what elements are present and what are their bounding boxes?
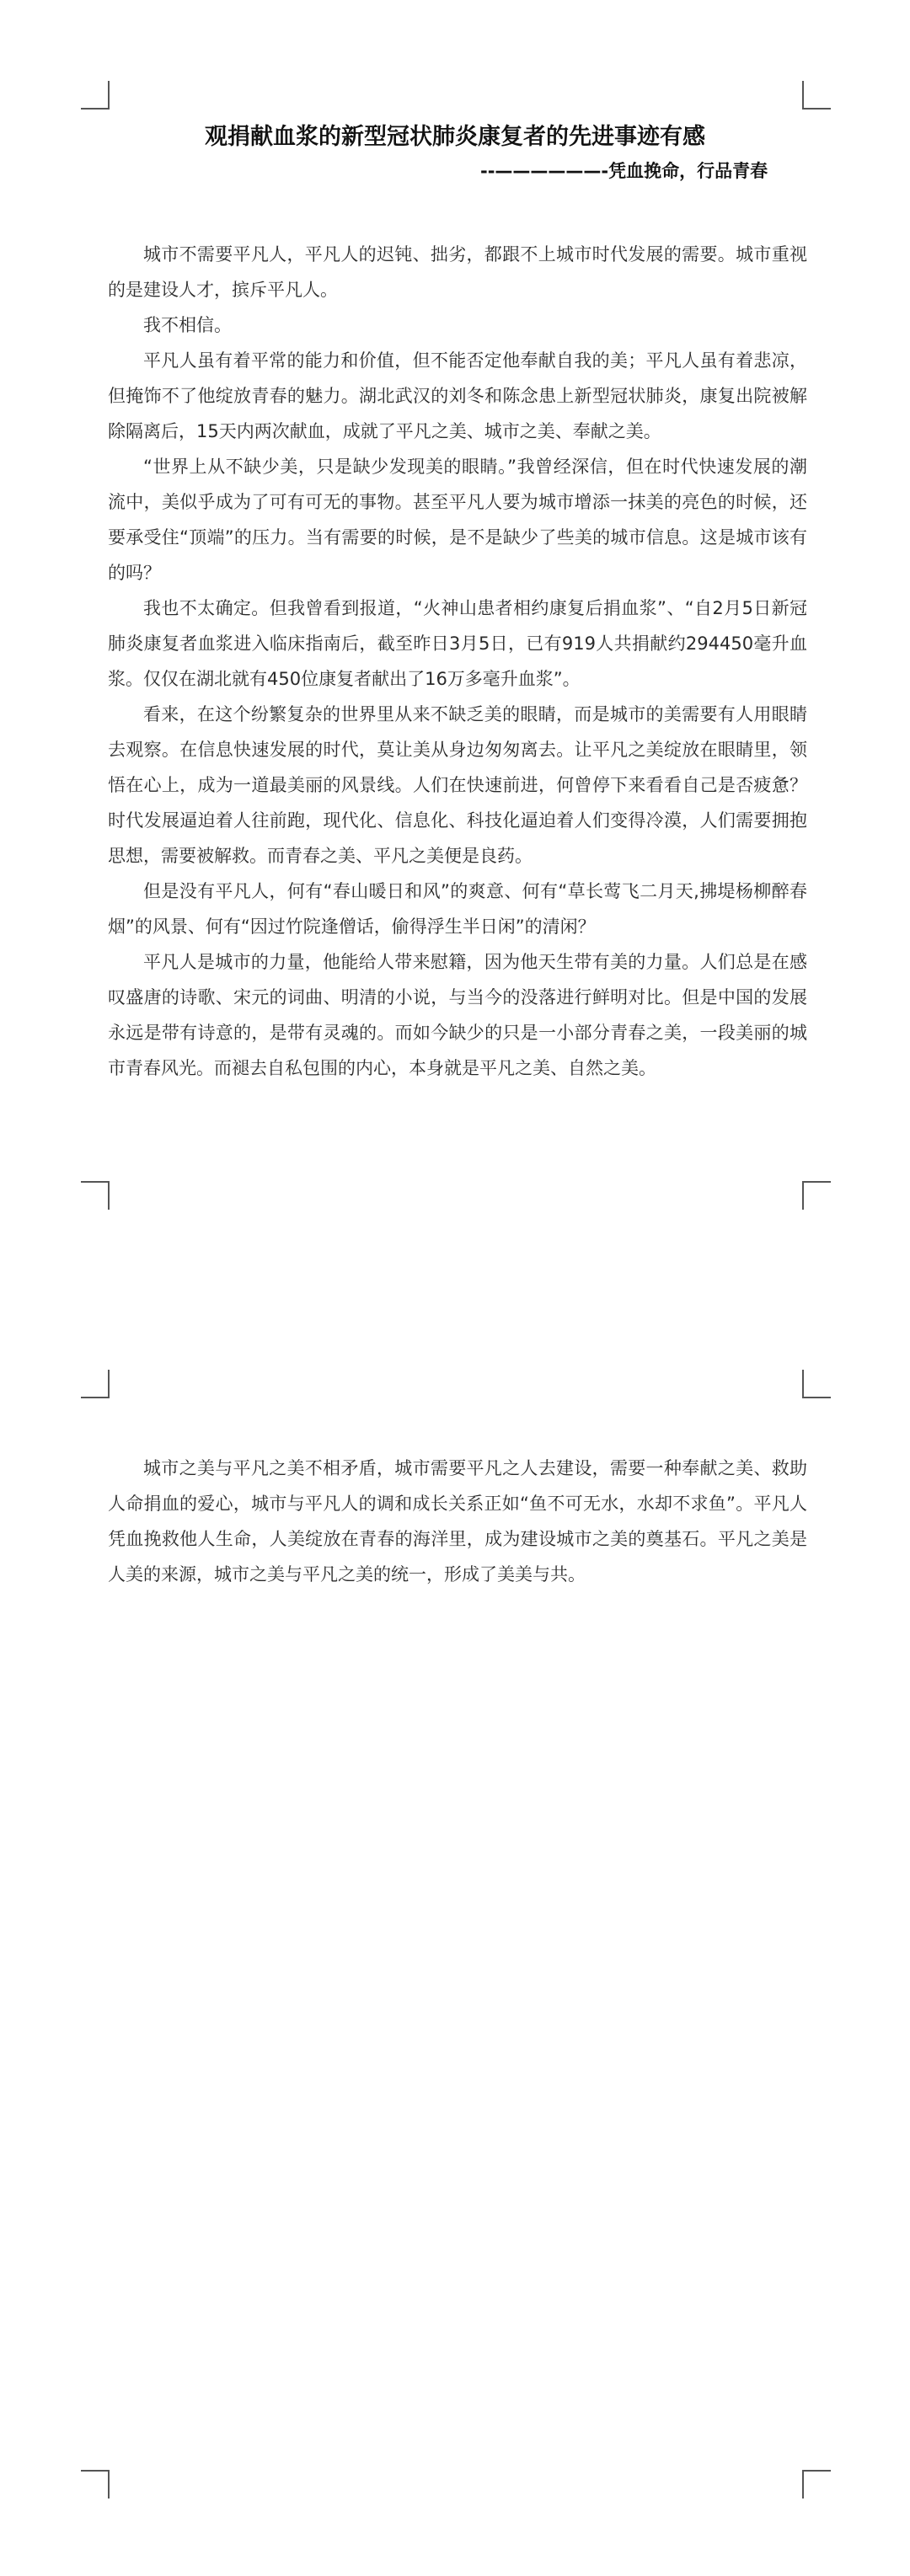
crop-mark-bottom-right <box>802 1181 831 1210</box>
paragraph: 城市不需要平凡人，平凡人的迟钝、拙劣，都跟不上城市时代发展的需要。城市重视的是建设人才，摈斥平凡人。 <box>108 244 807 300</box>
document-subtitle: --——————-凭血挽命，行品青春 <box>480 161 768 181</box>
paragraph: “世界上从不缺少美，只是缺少发现美的眼睛。”我曾经深信，但在时代快速发展的潮流中，美似乎成为了可有可无的事物。甚至平凡人要为城市增添一抹美的亮色的时候，还要承受住“顶端”的压力。当有需要的时候，是不是缺少了些美的城市信息。这是城市该有的吗？ <box>108 457 807 583</box>
paragraph: 平凡人是城市的力量，他能给人带来慰籍，因为他天生带有美的力量。人们总是在感叹盛唐的诗歌、宋元的词曲、明清的小说，与当今的没落进行鲜明对比。但是中国的发展永远是带有诗意的，是带有灵魂的。而如今缺少的只是一小部分青春之美，一段美丽的城市青春风光。而褪去自私包围的内心，本身就是平凡之美、自然之美。 <box>108 952 807 1078</box>
paragraph: 平凡人虽有着平常的能力和价值，但不能否定他奉献自我的美；平凡人虽有着悲凉，但掩饰不了他绽放青春的魅力。湖北武汉的刘冬和陈念患上新型冠状肺炎，康复出院被解除隔离后，15天内两次献血，成就了平凡之美、城市之美、奉献之美。 <box>108 350 807 441</box>
paragraph: 我不相信。 <box>143 315 232 335</box>
crop-mark-bottom-right <box>802 2470 831 2499</box>
paragraph: 我也不太确定。但我曾看到报道，“火神山患者相约康复后捐血浆”、“自2月5日新冠肺炎康复者血浆进入临床指南后，截至昨日3月5日，已有919人共捐献约294450毫升血浆。仅仅在湖北就有450位康复者献出了16万多毫升血浆”。 <box>108 598 807 689</box>
paragraph: 看来，在这个纷繁复杂的世界里从来不缺乏美的眼睛，而是城市的美需要有人用眼睛去观察。在信息快速发展的时代，莫让美从身边匆匆离去。让平凡之美绽放在眼睛里，领悟在心上，成为一道最美丽的风景线。人们在快速前进，何曾停下来看看自己是否疲惫？时代发展逼迫着人往前跑，现代化、信息化、科技化逼迫着人们变得冷漠，人们需要拥抱思想，需要被解救。而青春之美、平凡之美便是良药。 <box>108 704 807 866</box>
paragraph: 但是没有平凡人，何有“春山暖日和风”的爽意、何有“草长莺飞二月天,拂堤杨柳醉春烟”的风景、何有“因过竹院逢僧话，偷得浮生半日闲”的清闲？ <box>108 881 807 937</box>
crop-mark-top-left <box>81 1370 110 1398</box>
crop-mark-top-right <box>802 1370 831 1398</box>
page-1-body <box>108 237 807 1086</box>
document-title: 观捐献血浆的新型冠状肺炎康复者的先进事迹有感 <box>205 124 705 150</box>
crop-mark-top-right <box>802 81 831 110</box>
paragraph: 城市之美与平凡之美不相矛盾，城市需要平凡之人去建设，需要一种奉献之美、救助人命捐血的爱心，城市与平凡人的调和成长关系正如“鱼不可无水，水却不求鱼”。平凡人凭血挽救他人生命，人美绽放在青春的海洋里，成为建设城市之美的奠基石。平凡之美是人美的来源，城市之美与平凡之美的统一，形成了美美与共。 <box>108 1458 807 1585</box>
document-page-2 <box>0 1289 910 2576</box>
page-2-body <box>108 1451 807 1592</box>
crop-mark-bottom-left <box>81 2470 110 2499</box>
crop-mark-top-left <box>81 81 110 110</box>
crop-mark-bottom-left <box>81 1181 110 1210</box>
